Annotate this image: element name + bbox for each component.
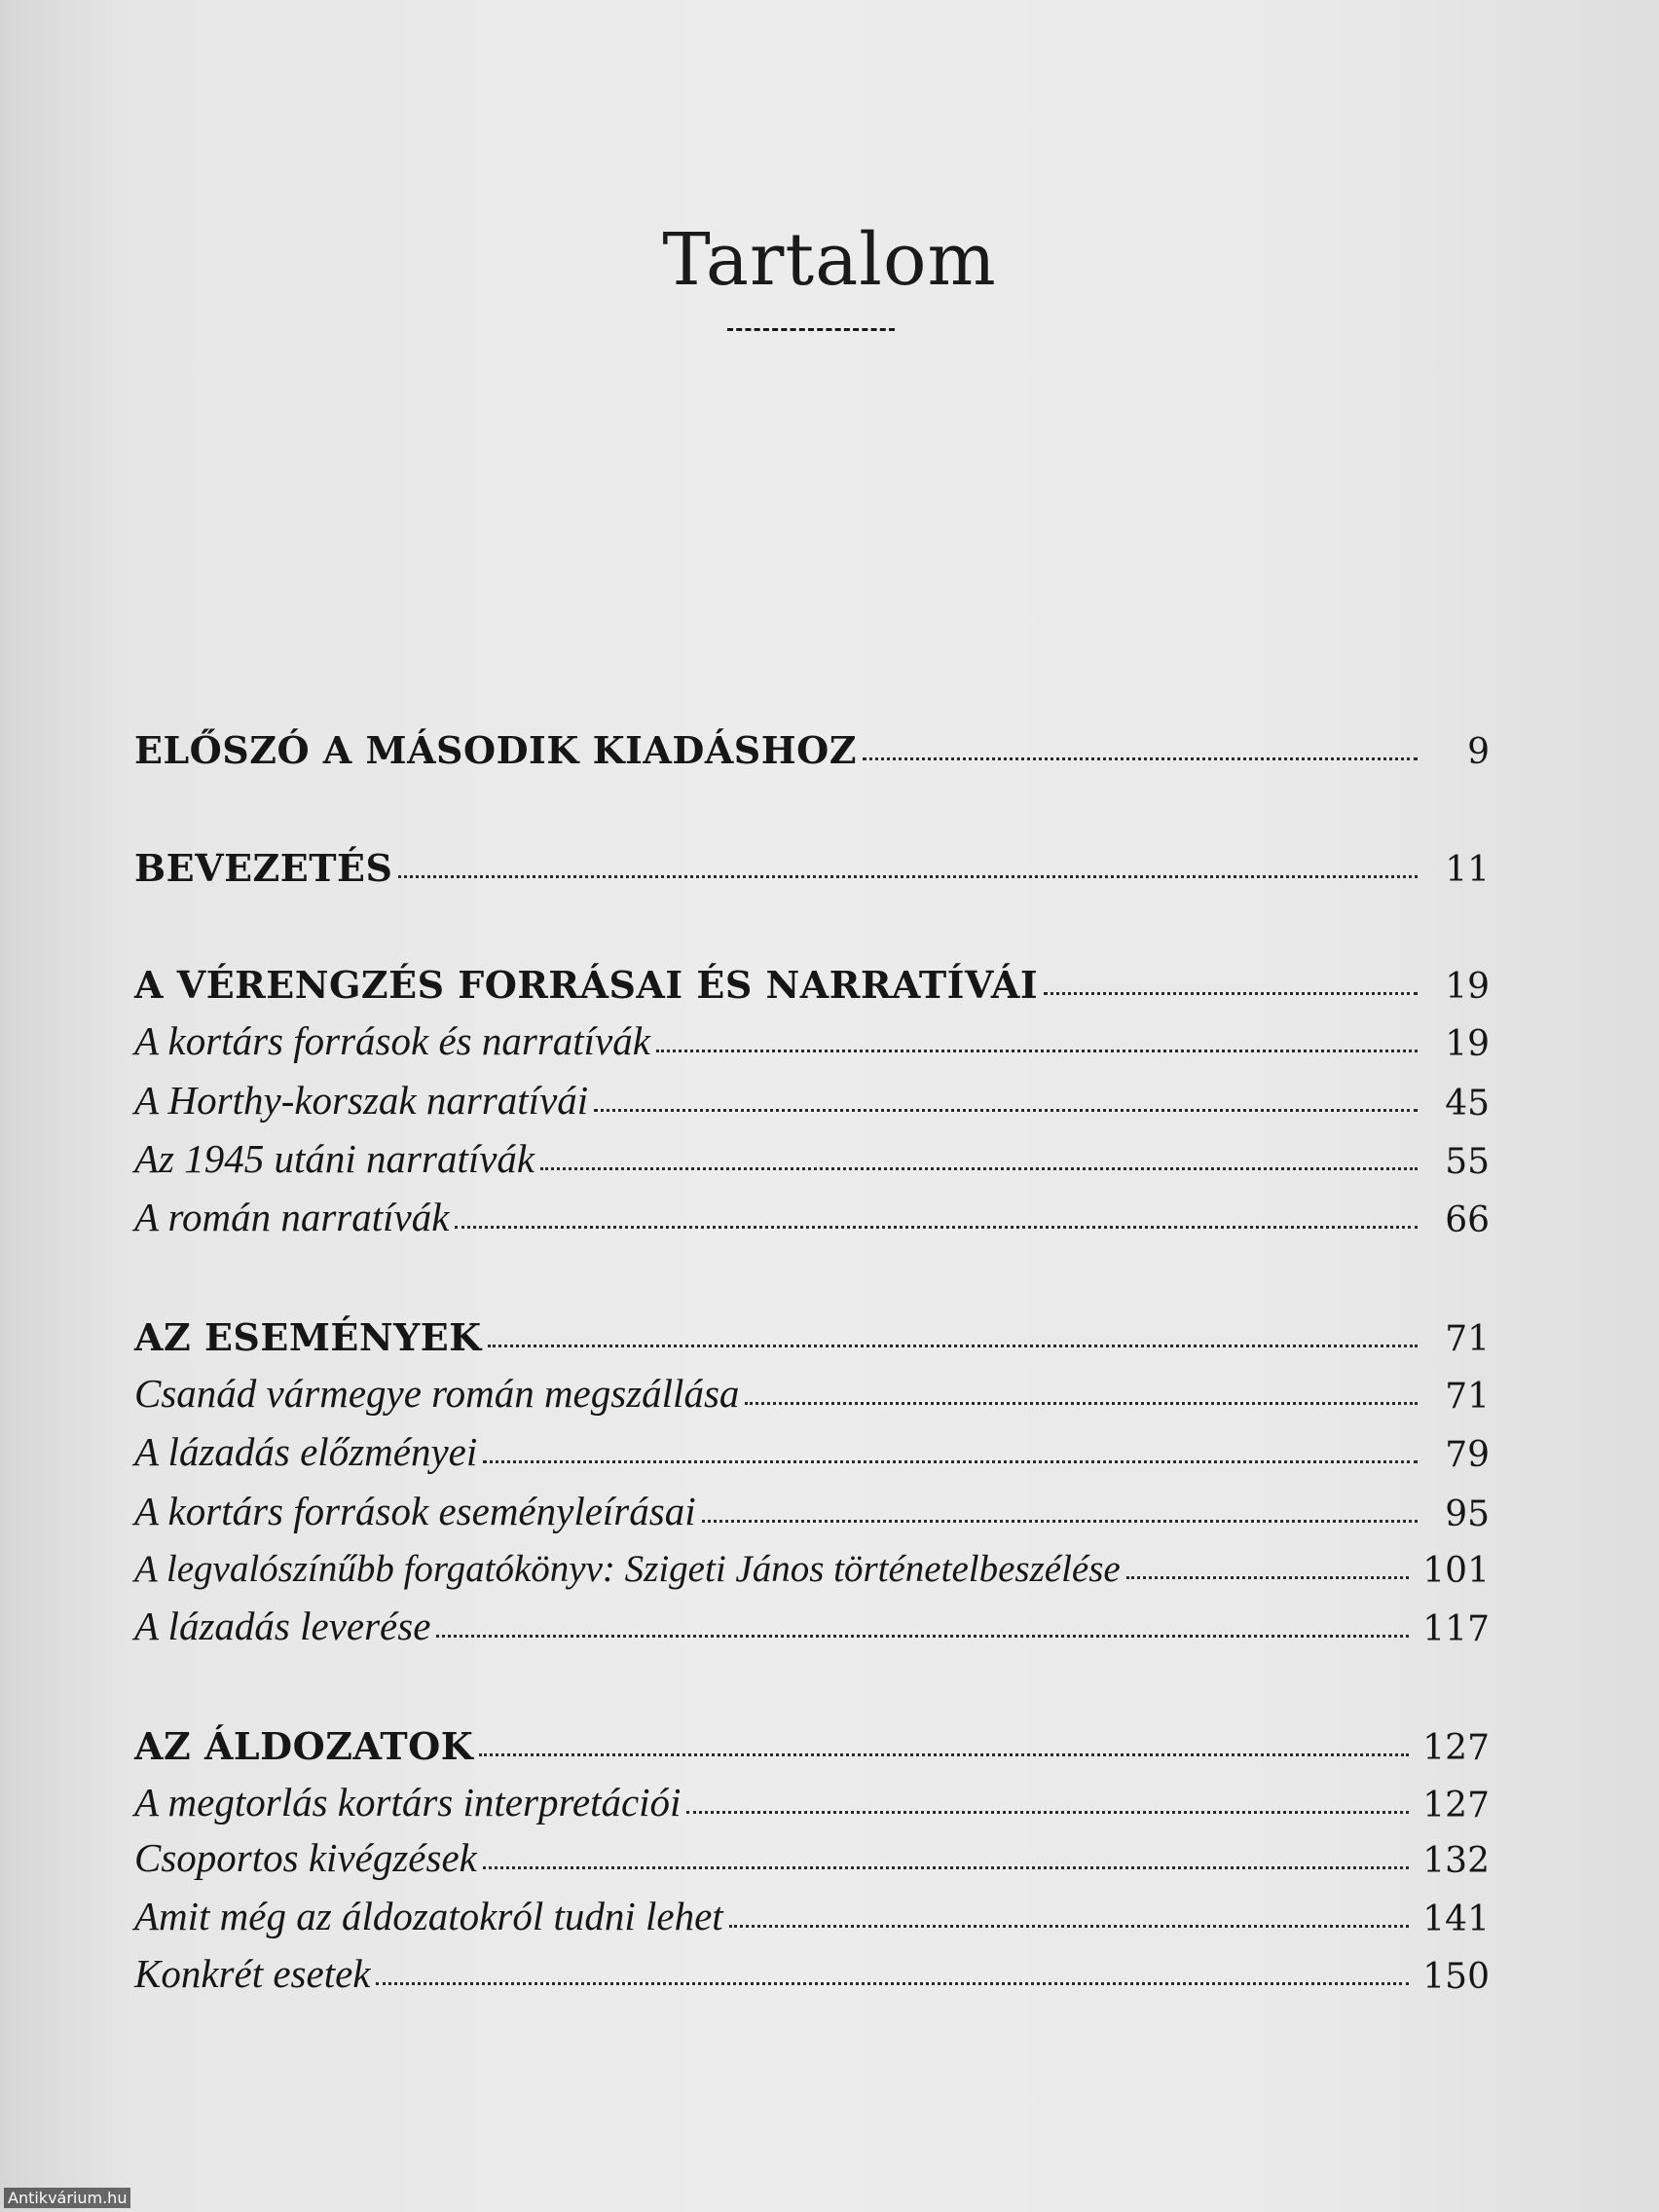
toc-entry-title: Az 1945 utáni narratívák xyxy=(134,1136,535,1181)
toc-entry-title: A megtorlás kortárs interpretációi xyxy=(134,1780,682,1825)
toc-entry-page: 150 xyxy=(1422,1957,1490,1997)
dot-leader xyxy=(483,1460,1418,1463)
toc-entry-title: AZ ÁLDOZATOK xyxy=(134,1724,474,1768)
toc-entry-forgatokonyv[interactable] xyxy=(134,1536,1490,1591)
toc-entry-page: 117 xyxy=(1422,1609,1490,1649)
toc-entry-page: 141 xyxy=(1422,1899,1490,1939)
watermark: Antikvárium.hu xyxy=(4,2188,130,2208)
toc-entry-konkret-esetek[interactable] xyxy=(134,1942,1490,1997)
dot-leader xyxy=(745,1402,1418,1405)
dot-leader xyxy=(483,1866,1409,1869)
dot-leader xyxy=(455,1226,1418,1229)
toc-entry-page: 127 xyxy=(1422,1786,1490,1825)
toc-entry-lazadas-elozmenyei[interactable] xyxy=(134,1420,1490,1475)
toc-entry-title: Amit még az áldozatokról tudni lehet xyxy=(134,1894,723,1938)
toc-entry-lazadas-leverese[interactable] xyxy=(134,1595,1490,1649)
toc-entry-page: 19 xyxy=(1445,967,1490,1007)
toc-entry-page: 101 xyxy=(1422,1551,1490,1591)
title-underline-rule xyxy=(727,328,895,331)
toc-entry-page: 71 xyxy=(1445,1319,1490,1359)
toc-entry-title: A kortárs források és narratívák xyxy=(134,1018,650,1063)
toc-entry-page: 79 xyxy=(1445,1435,1490,1475)
dot-leader xyxy=(729,1925,1410,1928)
toc-entry-page: 11 xyxy=(1445,850,1490,890)
toc-entry-title: A Horthy-korszak narratívái xyxy=(134,1078,589,1123)
toc-entry-eloszo[interactable] xyxy=(134,718,1490,772)
toc-entry-title: A lázadás leverése xyxy=(134,1604,431,1648)
dot-leader xyxy=(436,1635,1409,1638)
toc-entry-kortars-forrasok[interactable] xyxy=(134,1010,1490,1064)
toc-entry-page: 45 xyxy=(1445,1084,1490,1124)
toc-entry-title: A legvalószínűbb forgatókönyv: Szigeti János történetelbeszélése xyxy=(134,1548,1121,1590)
toc-entry-title: Konkrét esetek xyxy=(134,1951,371,1996)
dot-leader xyxy=(702,1520,1418,1523)
dot-leader xyxy=(540,1167,1418,1170)
toc-entry-bevezetes[interactable] xyxy=(134,835,1490,890)
toc-entry-verengzes[interactable] xyxy=(134,952,1490,1007)
dot-leader xyxy=(656,1050,1418,1052)
toc-entry-title: A VÉRENGZÉS FORRÁSAI ÉS NARRATÍVÁI xyxy=(134,963,1039,1007)
toc-entry-title: A lázadás előzményei xyxy=(134,1429,478,1474)
dot-leader xyxy=(1044,992,1418,995)
toc-entry-csanad-varmegye[interactable] xyxy=(134,1362,1490,1417)
toc-entry-page: 127 xyxy=(1422,1728,1490,1768)
toc-entry-amit-meg[interactable] xyxy=(134,1885,1490,1939)
toc-entry-megtorlas[interactable] xyxy=(134,1771,1490,1825)
dot-leader xyxy=(376,1982,1409,1985)
dot-leader xyxy=(863,757,1418,760)
dot-leader xyxy=(1126,1576,1410,1579)
dot-leader xyxy=(686,1811,1409,1814)
toc-entry-1945-utani[interactable] xyxy=(134,1127,1490,1182)
toc-entry-aldozatok[interactable] xyxy=(134,1714,1490,1768)
toc-entry-title: Csoportos kivégzések xyxy=(134,1835,477,1880)
toc-entry-page: 9 xyxy=(1467,732,1490,772)
toc-entry-title: AZ ESEMÉNYEK xyxy=(134,1315,482,1359)
dot-leader xyxy=(479,1753,1409,1756)
toc-entry-page: 55 xyxy=(1445,1142,1490,1182)
toc-entry-roman-narrativak[interactable] xyxy=(134,1186,1490,1240)
page-title: Tartalom xyxy=(662,218,997,302)
toc-entry-horthy-korszak[interactable] xyxy=(134,1069,1490,1124)
dot-leader xyxy=(488,1345,1418,1347)
dot-leader xyxy=(594,1109,1418,1112)
toc-entry-page: 66 xyxy=(1445,1200,1490,1240)
toc-entry-page: 132 xyxy=(1422,1841,1490,1881)
toc-entry-title: BEVEZETÉS xyxy=(134,846,393,890)
toc-entry-esemenyek[interactable] xyxy=(134,1305,1490,1359)
toc-entry-csoportos-kivegzesek[interactable] xyxy=(134,1826,1490,1881)
toc-entry-title: Csanád vármegye román megszállása xyxy=(134,1371,740,1416)
toc-entry-title: A román narratívák xyxy=(134,1195,450,1239)
toc-entry-page: 95 xyxy=(1445,1494,1490,1534)
toc-entry-page: 71 xyxy=(1445,1377,1490,1417)
toc-entry-page: 19 xyxy=(1445,1024,1490,1064)
toc-entry-esemenyleirasai[interactable] xyxy=(134,1480,1490,1534)
dot-leader xyxy=(398,875,1418,878)
toc-entry-title: ELŐSZÓ A MÁSODIK KIADÁSHOZ xyxy=(134,728,857,772)
toc-entry-title: A kortárs források eseményleírásai xyxy=(134,1489,696,1533)
